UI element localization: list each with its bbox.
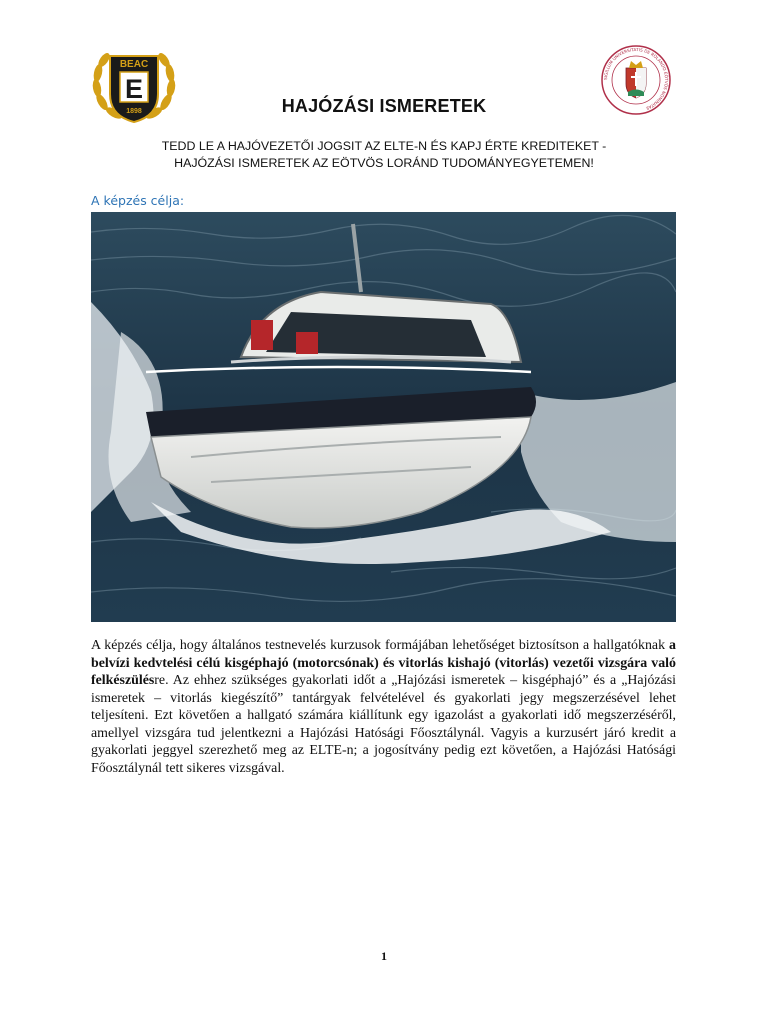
subtitle-line-1: TEDD LE A HAJÓVEZETŐI JOGSIT AZ ELTE-N ÉS KAPJ ÉRTE KREDITEKET - [161,139,607,153]
document-subtitle [0,138,768,172]
subtitle-line-2: HAJÓZÁSI ISMERETEK AZ EÖTVÖS LORÁND TUDOMÁNYEGYETEMEN! [174,156,594,170]
body-text-part-1: A képzés célja, hogy általános testnevelés kurzusok formájában lehetőséget biztosítson a hallgatóknak [91,638,670,653]
section-heading: A képzés célja: [91,193,185,208]
body-text-bold: a belvízi kedvtelési célú kisgéphajó (motorcsónak) és vitorlás kishajó (vitorlás) vezetői vizsgára való felkészülés [91,638,676,688]
body-paragraph [91,637,676,777]
body-text-part-2: re. Az ehhez szükséges gyakorlati időt a „Hajózási ismeretek – kisgéphajó” és a „Hajózási ismeretek – vitorlás kiegészítő” tantárgyak felvételével és gyakorlati jegy megszerzésével lehet teljesíteni. Ezt követően a hallgató számára kiállítunk egy igazolást a gyakorlati idő megszerzéséről, amellyel vizsgára tud jelentkezni a Hajózási Hatósági Főosztálynál. Vagyis a kurzusért járó kredit a gyakorlati jeggyel szerezhető meg az ELTE-n; a jogosítvány pedig ezt követően, a Hajózási Hatósági Főosztálynál tett sikeres vizsgával. [91,673,676,776]
beac-text: BEAC [119,59,149,70]
motorboat-photo [91,212,676,622]
document-title: HAJÓZÁSI ISMERETEK [281,96,487,116]
seal-ring-text: SIGILLUM UNIVERSITATIS DE ROLANDO EÖTVÖS NOMINATAE [602,46,670,112]
page-number: 1 [381,949,387,963]
beac-year: 1898 [126,108,142,115]
beac-letter: E [124,74,144,104]
